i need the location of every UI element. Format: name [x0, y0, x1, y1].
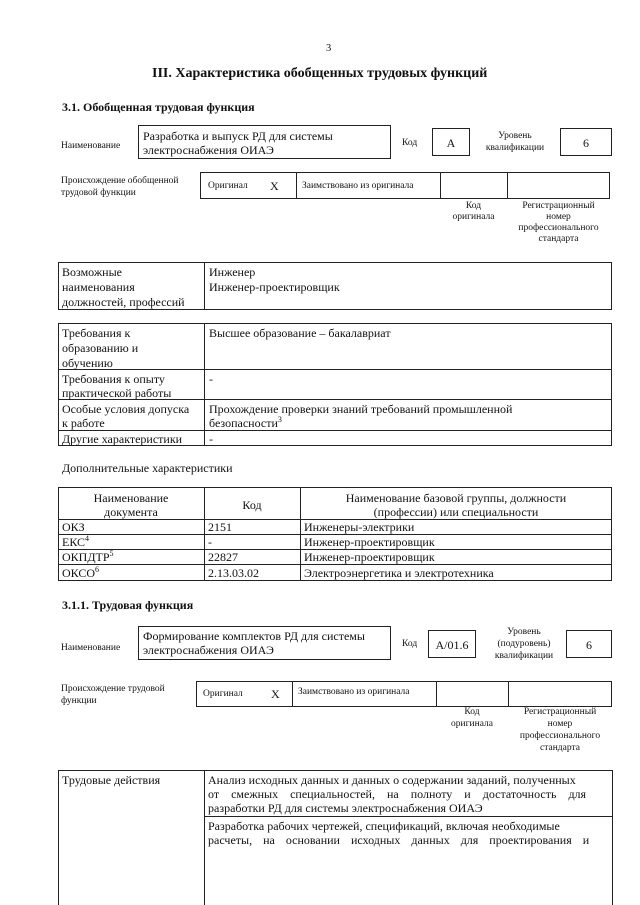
gtf-reg-2: номер [546, 212, 571, 222]
req-exp-value: - [209, 372, 213, 386]
extra-row-code: - [208, 535, 212, 549]
tf-level-label-1: Уровень [507, 627, 541, 637]
extra-col3-2: (профессии) или специальности [373, 505, 539, 519]
tf-original-mark: Х [271, 687, 280, 701]
action-item-1-line1: Анализ исходных данных и данных о содержании заданий, полученных [208, 773, 576, 787]
req-other-value: - [209, 432, 213, 446]
gtf-origin-label-2: трудовой функции [61, 188, 136, 198]
req-edu-label-2: образованию и [62, 341, 139, 355]
tf-code-value: А/01.6 [428, 630, 476, 658]
gtf-origin-label-1: Происхождение обобщенной [61, 176, 179, 186]
tf-level-label-3: квалификации [494, 651, 554, 661]
extra-row-code: 2151 [208, 520, 232, 534]
tf-reg-1: Регистрационный [523, 707, 597, 717]
req-edu-label-3: обучению [62, 356, 113, 370]
extra-row-doc: ОКСО$^6$ [62, 565, 100, 580]
extra-col1-1: Наименование [93, 491, 169, 505]
tf-reg-4: стандарта [540, 743, 580, 753]
positions-label-3: должностей, профессий [62, 295, 185, 309]
action-item-1-line3: разработки РД для системы электроснабжения ОИАЭ [208, 801, 483, 815]
gtf-level-label-2: квалификации [485, 143, 545, 153]
req-special-value-2: безопасности$^3$ [209, 415, 282, 430]
gtf-reg-3: профессионального [518, 223, 599, 233]
gtf-name-line1: Разработка и выпуск РД для системы [143, 129, 333, 143]
tf-origin-label-2: функции [61, 696, 97, 706]
req-special-label-1: Особые условия допуска [62, 402, 190, 416]
gtf-code-value: А [432, 128, 470, 156]
tf-reg-2: номер [547, 719, 573, 729]
gtf-original-mark: Х [270, 179, 279, 193]
section-title: III. Характеристика обобщенных трудовых функций [152, 66, 488, 81]
tf-level-label-2: (подуровень) [497, 639, 551, 649]
req-exp-label-2: практической работы [62, 386, 172, 400]
extra-col3-1: Наименование базовой группы, должности [345, 491, 567, 505]
req-special-label-2: к работе [62, 416, 105, 430]
action-item-1-line2: от смежных специальностей, на полноту и достаточность для [208, 787, 587, 801]
tf-name-label: Наименование [61, 643, 121, 653]
extra-row-name: Инженер-проектировщик [304, 535, 435, 549]
gtf-reg-1: Регистрационный [522, 201, 595, 211]
positions-value-2: Инженер-проектировщик [209, 280, 340, 294]
tf-borrowed: Заимствовано из оригинала [298, 687, 410, 697]
positions-value-1: Инженер [209, 265, 256, 279]
req-edu-value: Высшее образование – бакалавриат [209, 326, 391, 340]
tf-code-label: Код [402, 639, 418, 649]
gtf-name-label: Наименование [61, 141, 121, 151]
gtf-reg-4: стандарта [538, 234, 579, 244]
extra-heading: Дополнительные характеристики [62, 461, 233, 475]
action-item-2-line2: расчеты, на основании исходных данных для проектирования и [208, 833, 590, 847]
req-special-value-1: Прохождение проверки знаний требований промышленной [209, 402, 513, 416]
gtf-orig-code-2: оригинала [452, 212, 495, 222]
req-edu-label-1: Требования к [62, 326, 131, 340]
gtf-heading: 3.1. Обобщенная трудовая функция [62, 100, 255, 114]
extra-row-doc: ОКЗ [62, 520, 85, 534]
gtf-original: Оригинал [208, 181, 248, 191]
tf-orig-code-2: оригинала [451, 719, 493, 729]
gtf-code-label: Код [402, 138, 418, 148]
gtf-name-line2: электроснабжения ОИАЭ [143, 143, 274, 157]
action-item-2-line1: Разработка рабочих чертежей, спецификаций, включая необходимые [208, 819, 560, 833]
tf-level-value: 6 [566, 630, 612, 658]
req-other-label: Другие характеристики [62, 432, 183, 446]
gtf-level-label-1: Уровень [498, 131, 532, 141]
tf-orig-code-1: Код [464, 707, 480, 717]
gtf-orig-code-1: Код [465, 201, 482, 211]
gtf-level-value: 6 [560, 128, 612, 156]
gtf-borrowed: Заимствовано из оригинала [302, 181, 414, 191]
req-exp-label-1: Требования к опыту [62, 372, 165, 386]
tf-name-line1: Формирование комплектов РД для системы [143, 629, 365, 643]
extra-row-code: 2.13.03.02 [208, 566, 259, 580]
tf-reg-3: профессионального [519, 731, 601, 741]
positions-label-2: наименования [62, 280, 135, 294]
extra-col1-2: документа [104, 505, 158, 519]
extra-row-name: Электроэнергетика и электротехника [304, 566, 494, 580]
tf-name-line2: электроснабжения ОИАЭ [143, 643, 274, 657]
extra-row-name: Инженеры-электрики [304, 520, 415, 534]
extra-row-code: 22827 [208, 550, 238, 564]
tf-original: Оригинал [203, 689, 243, 699]
extra-row-doc: ОКПДТР$^5$ [62, 549, 114, 564]
extra-row-name: Инженер-проектировщик [304, 550, 435, 564]
positions-label-1: Возможные [62, 265, 122, 279]
tf-origin-label-1: Происхождение трудовой [61, 684, 165, 694]
actions-label: Трудовые действия [62, 773, 161, 787]
extra-col2: Код [242, 498, 262, 512]
extra-row-doc: ЕКС$^4$ [62, 534, 90, 549]
tf-heading: 3.1.1. Трудовая функция [62, 598, 194, 612]
page-number: 3 [326, 43, 332, 54]
